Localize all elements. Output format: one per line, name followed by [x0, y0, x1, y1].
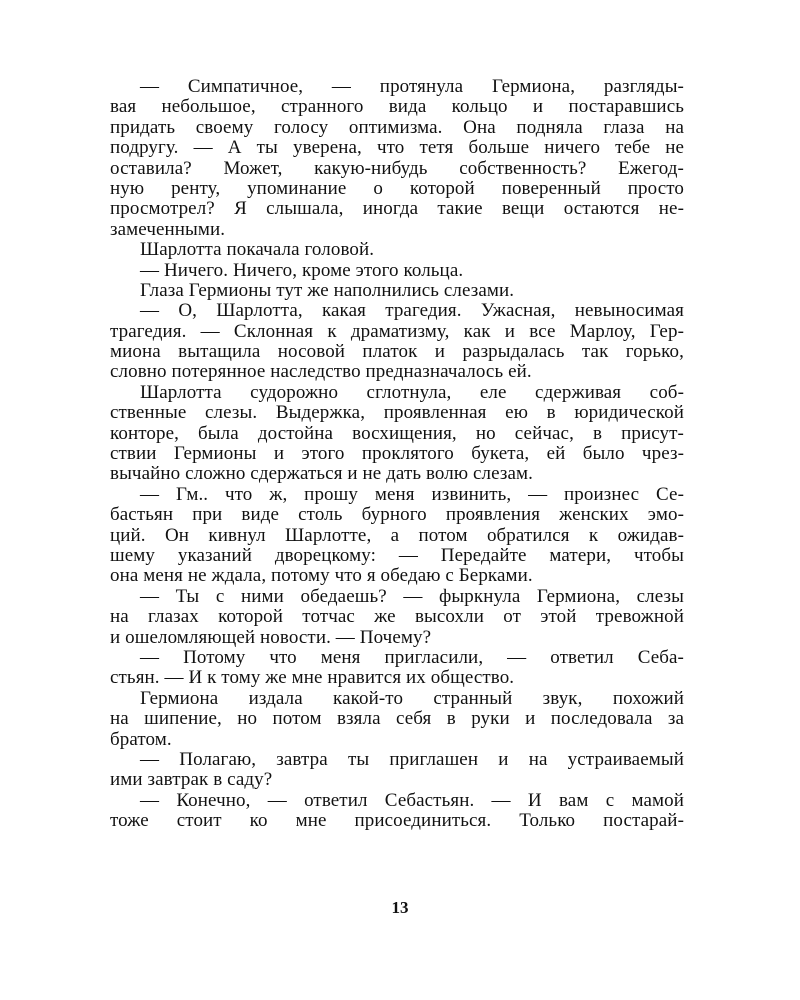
text-line: ими завтрак в саду?: [110, 769, 273, 791]
text-line: ственные слезы. Выдержка, проявленная ею в юридической: [110, 402, 684, 424]
page-number: 13: [391, 898, 409, 917]
text-line: стьян. — И к тому же мне нравится их общество.: [110, 667, 515, 689]
text-line: Шарлотта покачала головой.: [140, 239, 375, 261]
text-line: конторе, была достойна восхищения, но сейчас, в присут-: [110, 422, 684, 444]
text-line: просмотрел? Я слышала, иногда такие вещи остаются не-: [110, 198, 684, 220]
text-line: и ошеломляющей новости. — Почему?: [110, 626, 432, 648]
text-line: — Полагаю, завтра ты приглашен и на устраиваемый: [140, 748, 684, 770]
text-line: миона вытащила носовой платок и разрыдалась так горько,: [110, 341, 684, 363]
text-line: ций. Он кивнул Шарлотте, а потом обратился к ожидав-: [110, 524, 684, 546]
text-line: Глаза Гермионы тут же наполнились слезами.: [140, 279, 515, 301]
text-line: Гермиона издала какой-то странный звук, похожий: [140, 687, 684, 709]
text-line: вычайно сложно сдержаться и не дать волю слезам.: [110, 463, 533, 485]
text-line: — Конечно, — ответил Себастьян. — И вам с мамой: [140, 789, 684, 811]
text-line: — О, Шарлотта, какая трагедия. Ужасная, невыносимая: [140, 300, 684, 322]
text-line: — Ты с ними обедаешь? — фыркнула Гермиона, слезы: [140, 585, 684, 607]
text-line: оставила? Может, какую-нибудь собственность? Ежегод-: [110, 157, 684, 179]
text-line: шему указаний дворецкому: — Передайте матери, чтобы: [110, 544, 684, 566]
text-line: придать своему голосу оптимизма. Она подняла глаза на: [110, 116, 684, 138]
text-line: подругу. — А ты уверена, что тетя больше ничего тебе не: [110, 137, 684, 159]
text-line: — Потому что меня пригласили, — ответил Себа-: [140, 646, 684, 668]
text-line: — Гм.. что ж, прошу меня извинить, — произнес Се-: [140, 483, 684, 505]
text-line: — Ничего. Ничего, кроме этого кольца.: [140, 259, 464, 281]
text-line: ную ренту, упоминание о которой поверенный просто: [110, 177, 684, 199]
text-line: трагедия. — Склонная к драматизму, как и все Марлоу, Гер-: [110, 320, 684, 342]
body-text: [110, 77, 684, 831]
text-line: бастьян при виде столь бурного проявления женских эмо-: [110, 504, 684, 526]
text-line: на глазах которой тотчас же высохли от этой тревожной: [110, 606, 684, 628]
text-line: она меня не ждала, потому что я обедаю с Берками.: [110, 565, 533, 587]
text-line: словно потерянное наследство предназначалось ей.: [110, 361, 532, 383]
text-line: на шипение, но потом взяла себя в руки и последовала за: [110, 708, 684, 730]
text-line: — Симпатичное, — протянула Гермиона, разгляды-: [140, 76, 684, 97]
text-line: ствии Гермионы и этого проклятого букета, ей было чрез-: [110, 443, 684, 465]
text-line: братом.: [110, 728, 172, 750]
text-line: тоже стоит ко мне присоединиться. Только постарай-: [110, 810, 684, 832]
text-line: Шарлотта судорожно сглотнула, еле сдерживая соб-: [140, 381, 684, 403]
text-line: вая небольшое, странного вида кольцо и постаравшись: [110, 96, 684, 118]
text-line: замеченными.: [110, 218, 226, 240]
